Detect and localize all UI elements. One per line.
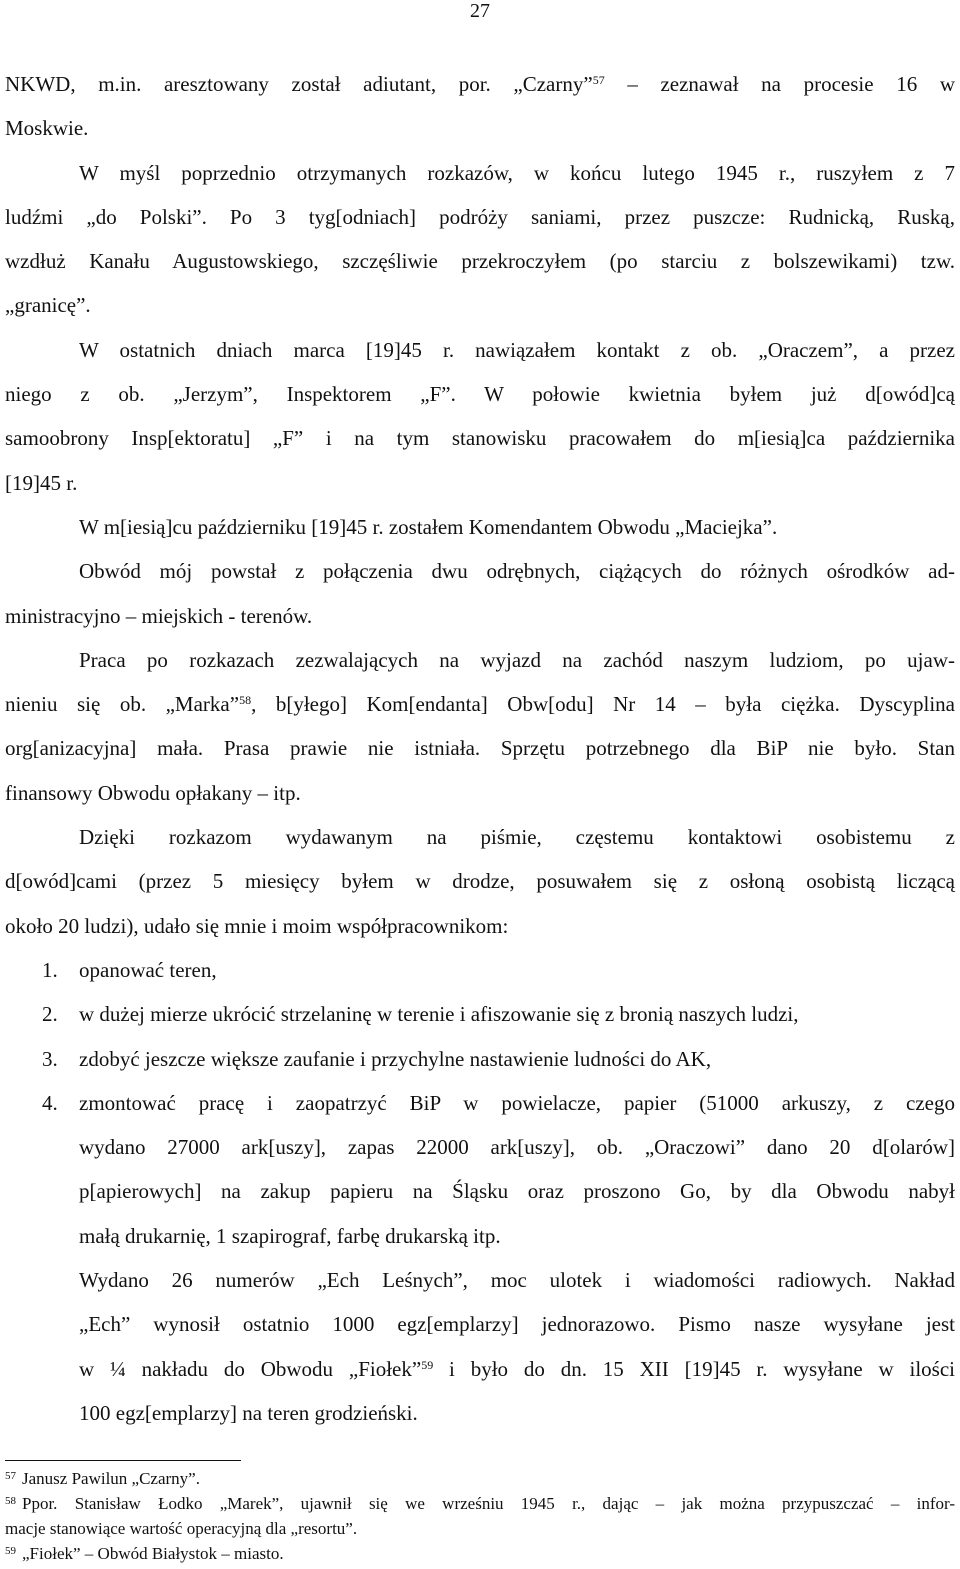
paragraph-line: około 20 ludzi), udało się mnie i moim współpracownikom: [5,913,509,938]
footnotes [5,1466,955,1566]
footnote-ref-59[interactable]: 59 [421,1357,434,1372]
footnote-number: 59 [5,1545,16,1557]
paragraph-line: Obwód mój powstał z połączenia dwu odrębnych, ciążących do różnych ośrodków ad- [79,559,955,584]
list-item [5,992,955,1036]
paragraph-line: finansowy Obwodu opłakany – itp. [5,780,301,805]
list-item-text: opanować teren, [79,957,217,982]
paragraph-line: w ¼ nakładu do Obwodu „Fiołek”$^{59}$ i było do dn. 15 XII [19]45 r. wysyłane w ilości [79,1356,955,1381]
paragraph-line: „Ech” wynosił ostatnio 1000 egz[emplarzy] jednorazowo. Pismo nasze wysyłane jest [79,1312,955,1337]
paragraph-line: niego z ob. „Jerzym”, Inspektorem „F”. W połowie kwietnia byłem już d[owód]cą [5,382,955,407]
list-item-text: p[apierowych] na zakup papieru na Śląsku oraz proszono Go, by dla Obwodu nabył [79,1179,955,1204]
paragraph-line: wzdłuż Kanału Augustowskiego, szczęśliwie przekroczyłem (po starciu z bolszewikami) tzw. [5,249,955,274]
footnote-separator [5,1460,241,1461]
footnote-58-continued: macje stanowiące wartość operacyjną dla „resortu”. [5,1519,358,1538]
footnote-59: $^{59}$ „Fiołek” – Obwód Białystok – miasto. [5,1544,284,1563]
list-item-text: wydano 27000 ark[uszy], zapas 22000 ark[uszy], ob. „Oraczowi” dano 20 d[olarów] [79,1135,955,1160]
paragraph-line: samoobrony Insp[ektoratu] „F” i na tym stanowisku pracowałem do m[iesią]ca października [5,426,955,451]
paragraph-line: ministracyjno – miejskich - terenów. [5,603,313,628]
footnote-58: $^{58}$ Ppor. Stanisław Łodko „Marek”, ujawnił się we wrześniu 1945 r., dając – jak można przypuszczać – infor- [5,1494,955,1513]
paragraph-line: 100 egz[emplarzy] na teren grodzieński. [79,1400,418,1425]
paragraph-line: nieniu się ob. „Marka”$^{58}$, b[yłego] Kom[endanta] Obw[odu] Nr 14 – była ciężka. Dyscyplina [5,692,955,717]
paragraph-line: ludźmi „do Polski”. Po 3 tyg[odniach] podróży saniami, przez puszcze: Rudnicką, Ruską, [5,204,955,229]
paragraph-line: Wydano 26 numerów „Ech Leśnych”, moc ulotek i wiadomości radiowych. Nakład [79,1268,955,1293]
paragraph-line: d[owód]cami (przez 5 miesięcy byłem w drodze, posuwałem się z osłoną osobistą liczącą [5,869,955,894]
paragraph-line: [19]45 r. [5,470,78,495]
footnote-ref-57[interactable]: 57 [592,73,605,87]
list-item-text: zdobyć jeszcze większe zaufanie i przychylne nastawienie ludności do AK, [79,1046,712,1071]
paragraph-line: W m[iesią]cu październiku [19]45 r. zostałem Komendantem Obwodu „Maciejka”. [79,514,778,539]
list-item-text: zmontować pracę i zaopatrzyć BiP w powielacze, papier (51000 arkuszy, z czego [79,1090,955,1115]
page-number: 27 [470,0,490,22]
paragraph-line: W myśl poprzednio otrzymanych rozkazów, w końcu lutego 1945 r., ruszyłem z 7 [79,160,955,185]
footnote-number: 57 [5,1470,16,1482]
list-item-text: małą drukarnię, 1 szapirograf, farbę drukarską itp. [79,1223,501,1248]
list-item-text: w dużej mierze ukrócić strzelaninę w terenie i afiszowanie się z bronią naszych ludzi, [79,1002,799,1027]
list-number: 2. [42,1002,58,1027]
body-text [5,62,955,1435]
footnote-number: 58 [5,1495,16,1507]
paragraph-line: Moskwie. [5,116,89,141]
list-number: 3. [42,1046,58,1071]
footnote-57: $^{57}$ Janusz Pawilun „Czarny”. [5,1469,200,1488]
list-item [5,948,955,992]
paragraph-line: org[anizacyjna] mała. Prasa prawie nie istniała. Sprzętu potrzebnego dla BiP nie było. Stan [5,736,955,761]
list-number: 1. [42,957,58,982]
paragraph-line: W ostatnich dniach marca [19]45 r. nawiązałem kontakt z ob. „Oraczem”, a przez [79,337,955,362]
paragraph-line: Dzięki rozkazom wydawanym na piśmie, częstemu kontaktowi osobistemu z [79,825,955,850]
list-item [5,1037,955,1081]
paragraph-line: Praca po rozkazach zezwalających na wyjazd na zachód naszym ludziom, po ujaw- [79,647,955,672]
paragraph-line: „granicę”. [5,293,91,318]
paragraph-line: NKWD, m.in. aresztowany został adiutant, por. „Czarny”$^{57}$ – zeznawał na procesie 16 w [5,72,955,96]
list-item [5,1081,955,1258]
footnote-ref-58[interactable]: 58 [239,693,252,708]
list-number: 4. [42,1090,58,1115]
